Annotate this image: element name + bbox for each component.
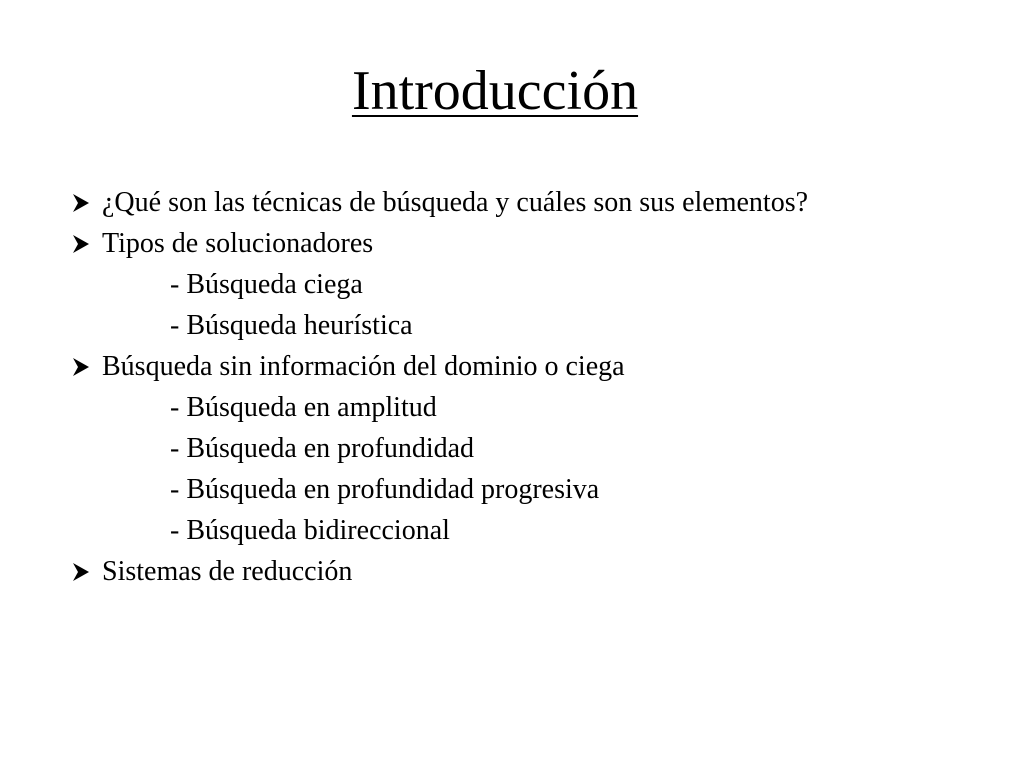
sub-list-item-text: - Búsqueda ciega (170, 269, 363, 300)
list-item-text: Sistemas de reducción (102, 556, 353, 587)
sub-list-item (72, 387, 1012, 428)
sub-list-item-text: - Búsqueda heurística (170, 310, 413, 341)
list-item-text: Búsqueda sin información del dominio o ciega (102, 351, 625, 382)
list-item (72, 346, 1012, 387)
sub-list-item (72, 264, 1012, 305)
sub-list-item (72, 510, 1012, 551)
sub-list-item (72, 305, 1012, 346)
arrowhead-bullet-icon (72, 223, 102, 264)
sub-list-item (72, 428, 1012, 469)
sub-list-item-text: - Búsqueda en profundidad progresiva (170, 474, 600, 505)
arrowhead-bullet-icon (72, 182, 102, 223)
arrowhead-bullet-icon (72, 551, 102, 592)
list-item (72, 182, 1012, 223)
bullet-list (72, 182, 1012, 592)
sub-list-item-text: - Búsqueda bidireccional (170, 515, 450, 546)
slide-title: Introducción (351, 60, 639, 122)
list-item-text: ¿Qué son las técnicas de búsqueda y cuáles son sus elementos? (102, 187, 809, 218)
list-item (72, 551, 1012, 592)
sub-list-item (72, 469, 1012, 510)
sub-list-item-text: - Búsqueda en amplitud (170, 392, 437, 423)
list-item (72, 223, 1012, 264)
list-item-text: Tipos de solucionadores (102, 228, 374, 259)
sub-list-item-text: - Búsqueda en profundidad (170, 433, 475, 464)
arrowhead-bullet-icon (72, 346, 102, 387)
